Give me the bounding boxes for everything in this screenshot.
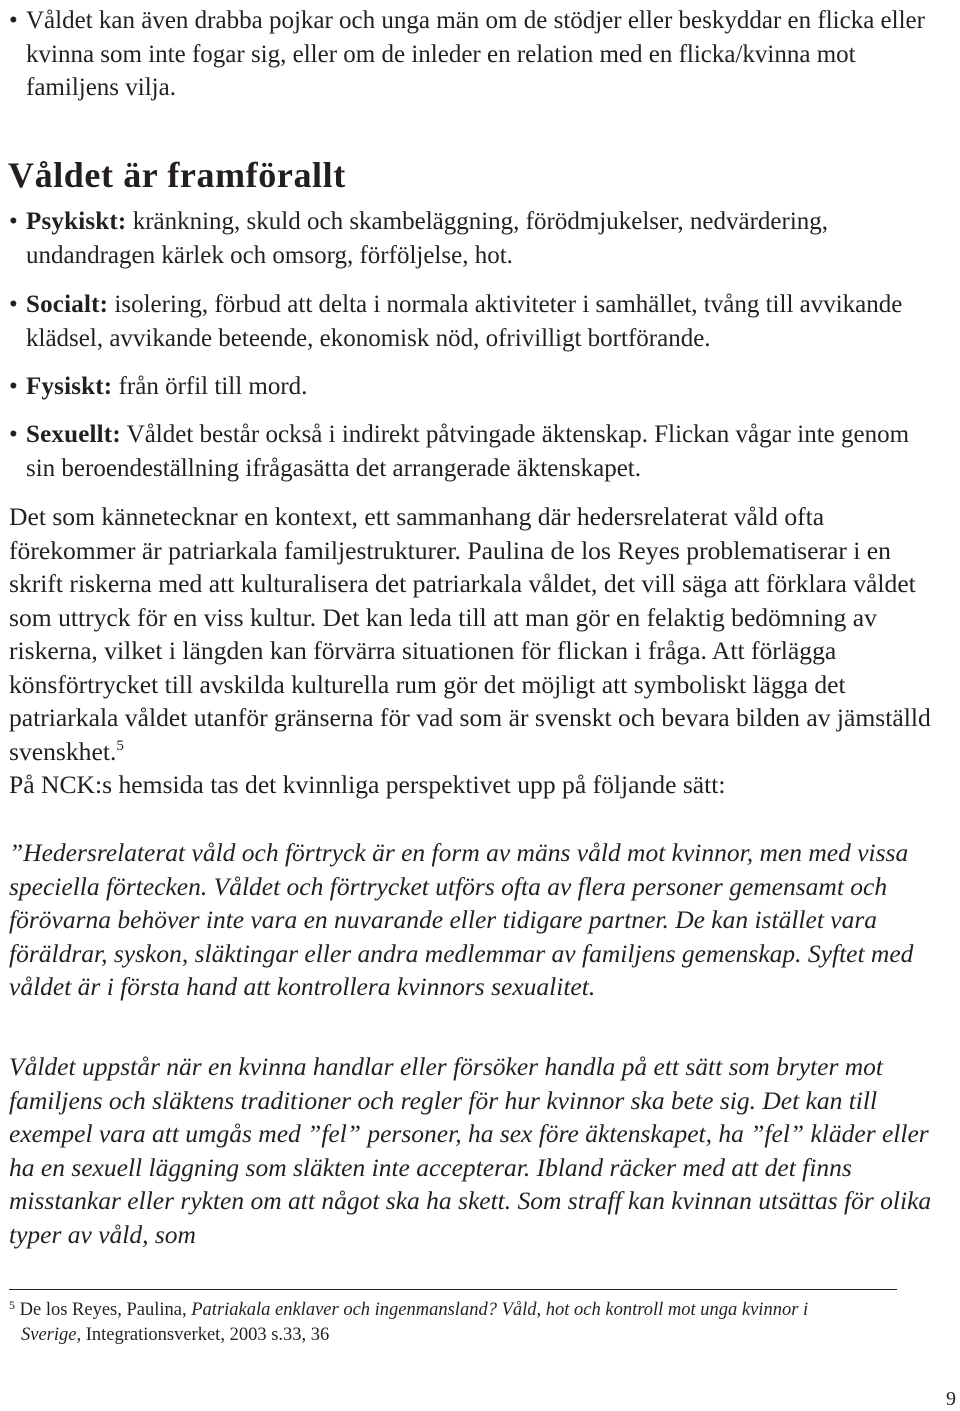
bullet-text: isolering, förbud att delta i normala aktiviteter i samhället, tvång till avvikande klädsel, avvikande beteende, ekonomisk nöd, ofrivilligt bortförande. xyxy=(26,291,903,352)
bullet-label: Fysiskt: xyxy=(26,373,113,400)
bullet-text: från örfil till mord. xyxy=(112,373,308,400)
bullet-socialt xyxy=(9,288,934,355)
section-heading: Våldet är framförallt xyxy=(8,155,346,195)
nck-intro: På NCK:s hemsida tas det kvinnliga perspektivet upp på följande sätt: xyxy=(9,770,726,799)
footnote-publisher: Integrationsverket, 2003 s.33, 36 xyxy=(85,1325,330,1345)
footnote-title-cont: Sverige, xyxy=(21,1325,82,1345)
bullet-sexuellt xyxy=(9,418,934,485)
body-paragraph xyxy=(9,500,939,768)
page-number: 9 xyxy=(946,1388,956,1410)
intro-bullet xyxy=(9,4,934,105)
bullet-label: Socialt: xyxy=(26,291,109,318)
footnote-title: Patriakala enklaver och ingenmansland? Våld, hot och kontroll mot unga kvinnor i xyxy=(191,1300,809,1320)
bullet-dot: • xyxy=(9,421,18,448)
body-paragraph-text: Det som kännetecknar en kontext, ett sammanhang där hedersrelaterat våld ofta förekommer är patriarkala familjestrukturer. Paulina de los Reyes problematiserar i en skrift riskerna med att kulturalisera det patriarkala våldet, det vill säga att förklara våldet som uttryck för en viss kultur. Det kan leda till att man gör en felaktig bedömning av riskerna, vilket i längden kan förvärra situationen för flickan i fråga. Att förlägga könsförtrycket till avskilda kulturella rum gör det möjligt att symboliskt lägga det patriarkala våldet utanför gränserna för vad som är svenskt och bevara bilden av jämställd svenskhet. xyxy=(9,502,931,766)
footnote-divider xyxy=(9,1289,897,1290)
footnote-reference: 5 xyxy=(116,737,124,754)
bullet-dot: • xyxy=(9,208,18,235)
bullet-fysiskt xyxy=(9,370,934,404)
bullet-label: Psykiskt: xyxy=(26,208,127,235)
intro-bullet-text: Våldet kan även drabba pojkar och unga män om de stödjer eller beskyddar en flicka eller kvinna som inte fogar sig, eller om de inleder en relation med en flicka/kvinna mot familjens vilja. xyxy=(26,7,925,101)
quote-paragraph: Våldet uppstår när en kvinna handlar eller försöker handla på ett sätt som bryter mot familjens och släktens traditioner och regler för hur kvinnor ska bete sig. Det kan till exempel vara att umgås med ”fel” personer, ha sex före äktenskapet, ha ”fel” kläder eller ha en sexuell läggning som släkten inte accepterar. Ibland räcker med att det finns misstankar eller rykten om att något ska ha skett. Som straff kan kvinnan utsättas för olika typer av våld, som xyxy=(9,1052,932,1249)
footnote-number: 5 xyxy=(9,1298,15,1312)
footnote-author: De los Reyes, Paulina, xyxy=(19,1300,187,1320)
bullet-dot: • xyxy=(9,373,18,400)
bullet-label: Sexuellt: xyxy=(26,421,121,448)
bullet-text: Våldet består också i indirekt påtvingade äktenskap. Flickan vågar inte genom sin beroendeställning ifrågasätta det arrangerade äktenskapet. xyxy=(26,421,910,482)
quote-paragraph: ”Hedersrelaterat våld och förtryck är en form av mäns våld mot kvinnor, men med vissa speciella förtecken. Våldet och förtrycket utförs ofta av flera personer gemensamt och förövarna behöver inte vara en nuvarande eller tidigare partner. De kan istället vara föräldrar, syskon, släktingar eller andra medlemmar av familjens gemenskap. Syftet med våldet är i första hand att kontrollera kvinnors sexualitet. xyxy=(9,838,914,1002)
bullet-dot: • xyxy=(9,291,18,318)
bullet-dot: • xyxy=(9,7,18,34)
bullet-psykiskt xyxy=(9,205,934,272)
footnote xyxy=(9,1298,889,1348)
bullet-text: kränkning, skuld och skambeläggning, förödmjukelser, nedvärdering, undandragen kärlek och omsorg, förföljelse, hot. xyxy=(26,208,829,269)
